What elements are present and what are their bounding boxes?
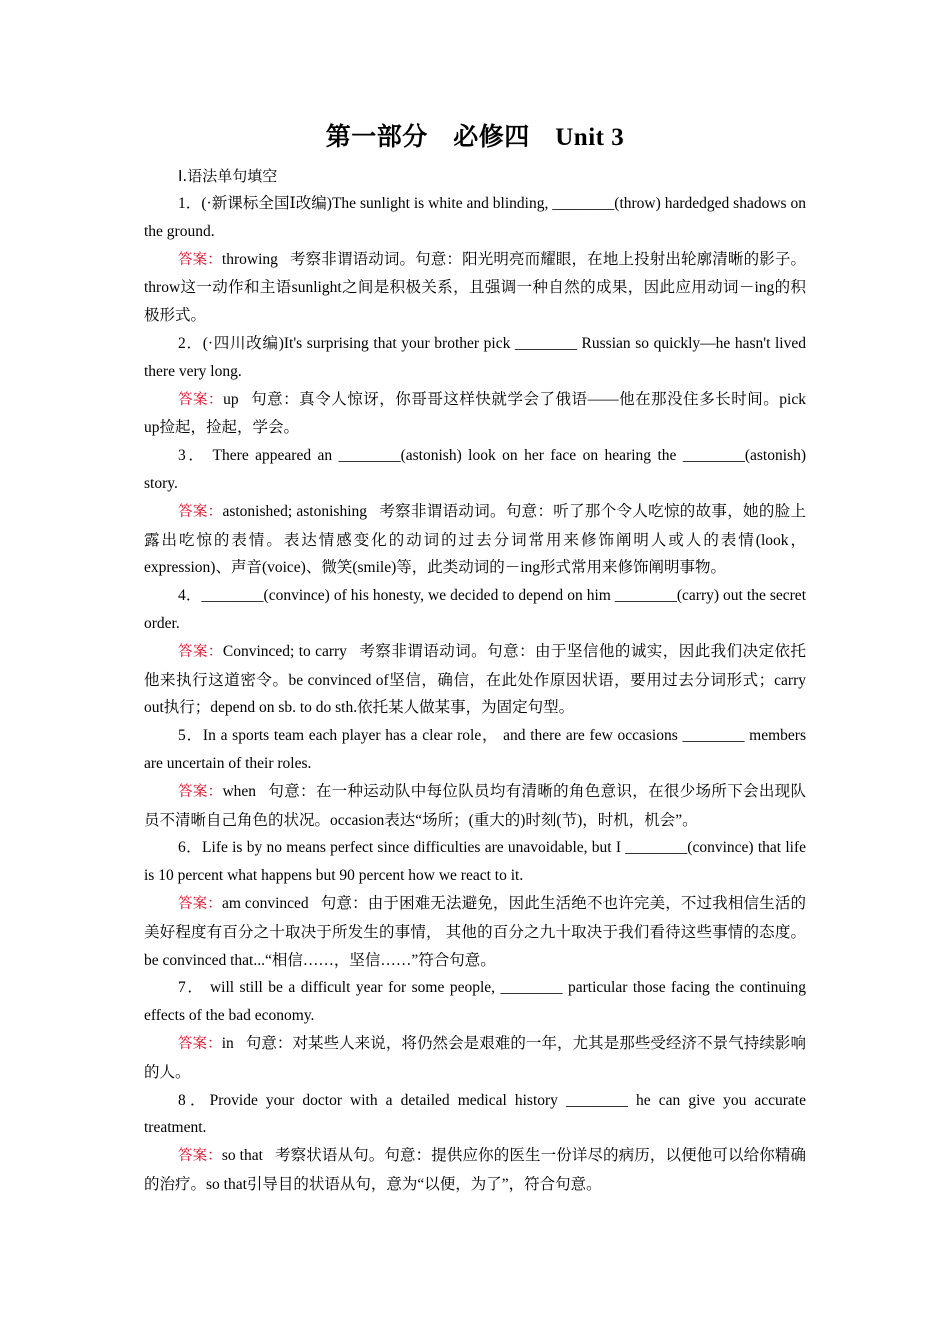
answer-paragraph (144, 890, 806, 974)
question-text: 5．In a sports team each player has a clear role， and there are few occasions ________ members are uncertain of their roles. (144, 727, 806, 772)
answer-explanation: 句意：对某些人来说，将仍然会是艰难的一年，尤其是那些受经济不景气持续影响的人。 (144, 1034, 806, 1081)
question-text: 8．Provide your doctor with a detailed medical history ________ he can give you accurate treatment. (144, 1091, 806, 1137)
answer-paragraph (144, 386, 806, 443)
answer-explanation: 句意：由于困难无法避免，因此生活绝不也许完美，不过我相信生活的美好程度有百分之十取决于所发生的事情， 其他的百分之九十取决于我们看待这些事情的态度。be convinced that...“相信……，坚信……”符合句意。 (144, 894, 806, 969)
answer-label: 答案： (178, 1148, 222, 1165)
answer-label: 答案： (178, 783, 223, 800)
section-heading: Ⅰ.语法单句填空 (178, 167, 278, 185)
answer-explanation: 考察非谓语动词。句意：由于坚信他的诚实，因此我们决定依托他来执行这道密令。be convinced of坚信，确信，在此处作原因状语，要用过去分词形式；carry out执行；depend on sb. to do sth.依托某人做某事，为固定句型。 (144, 642, 806, 717)
answer-label: 答案： (178, 643, 223, 660)
exercise-item (144, 582, 806, 722)
answer-value: when (222, 782, 257, 800)
answer-paragraph (144, 1142, 806, 1199)
exercise-item (144, 442, 806, 582)
answer-value: astonished; astonishing (222, 502, 367, 520)
answer-label: 答案： (178, 251, 222, 268)
exercise-item (144, 722, 806, 834)
answer-value: am convinced (221, 894, 309, 912)
answer-value: throwing (221, 250, 278, 268)
answer-label: 答案： (178, 503, 223, 520)
answer-paragraph (144, 778, 806, 835)
document-page (144, 118, 806, 1199)
answer-value: in (221, 1034, 234, 1052)
question-text: 2．(·四川改编)It's surprising that your brother pick ________ Russian so quickly—he hasn't lived there very long. (144, 334, 806, 380)
answer-paragraph (144, 246, 806, 330)
answer-explanation: 考察非谓语动词。句意：阳光明亮而耀眼，在地上投射出轮廓清晰的影子。throw这一动作和主语sunlight之间是积极关系，且强调一种自然的成果，因此应用动词－ing的积极形式。 (144, 250, 806, 325)
exercise-item (144, 190, 806, 330)
question-text: 1．(·新课标全国Ⅰ改编)The sunlight is white and blinding, ________(throw) hardedged shadows on the ground. (144, 195, 806, 240)
answer-paragraph (144, 638, 806, 722)
answer-value: up (223, 390, 239, 408)
answer-paragraph (144, 1030, 806, 1087)
answer-explanation: 句意：在一种运动队中每位队员均有清晰的角色意识，在很少场所下会出现队员不清晰自己角色的状况。occasion表达“场所；(重大的)时刻(节)，时机，机会”。 (144, 782, 806, 829)
question-text: 6．Life is by no means perfect since difficulties are unavoidable, but I ________(convince) that life is 10 percent what happens but 90 percent how we react to it. (144, 839, 806, 885)
page-title: 第一部分 必修四 Unit 3 (325, 124, 625, 151)
answer-label: 答案： (178, 895, 222, 912)
exercise-list (144, 190, 806, 1199)
question-text: 3． There appeared an ________(astonish) look on her face on hearing the ________(astonish) story. (144, 447, 806, 492)
answer-label: 答案： (178, 391, 224, 408)
answer-value: Convinced; to carry (222, 642, 347, 660)
answer-label: 答案： (178, 1035, 222, 1052)
question-text: 7． will still be a difficult year for some people, ________ particular those facing the continuing effects of the bad economy. (144, 979, 806, 1025)
answer-value: so that (221, 1147, 263, 1165)
answer-explanation: 考察状语从句。句意：提供应你的医生一份详尽的病历，以便他可以给你精确的治疗。so that引导目的状语从句，意为“以便，为了”，符合句意。 (144, 1147, 807, 1193)
answer-paragraph (144, 498, 806, 582)
answer-explanation: 句意：真令人惊讶，你哥哥这样快就学会了俄语——他在那没住多长时间。pick up捡起，捡起，学会。 (144, 390, 806, 437)
exercise-item (144, 330, 806, 442)
question-text: 4．________(convince) of his honesty, we decided to depend on him ________(carry) out the secret order. (144, 587, 806, 632)
exercise-item (144, 834, 806, 974)
exercise-item (144, 1087, 806, 1199)
exercise-item (144, 974, 806, 1086)
answer-explanation: 考察非谓语动词。句意：听了那个令人吃惊的故事，她的脸上露出吃惊的表情。表达情感变化的动词的过去分词常用来修饰阐明人或人的表情(look，expression)、声音(voice)、微笑(smile)等，此类动词的－ing形式常用来修饰阐明事物。 (144, 502, 806, 577)
